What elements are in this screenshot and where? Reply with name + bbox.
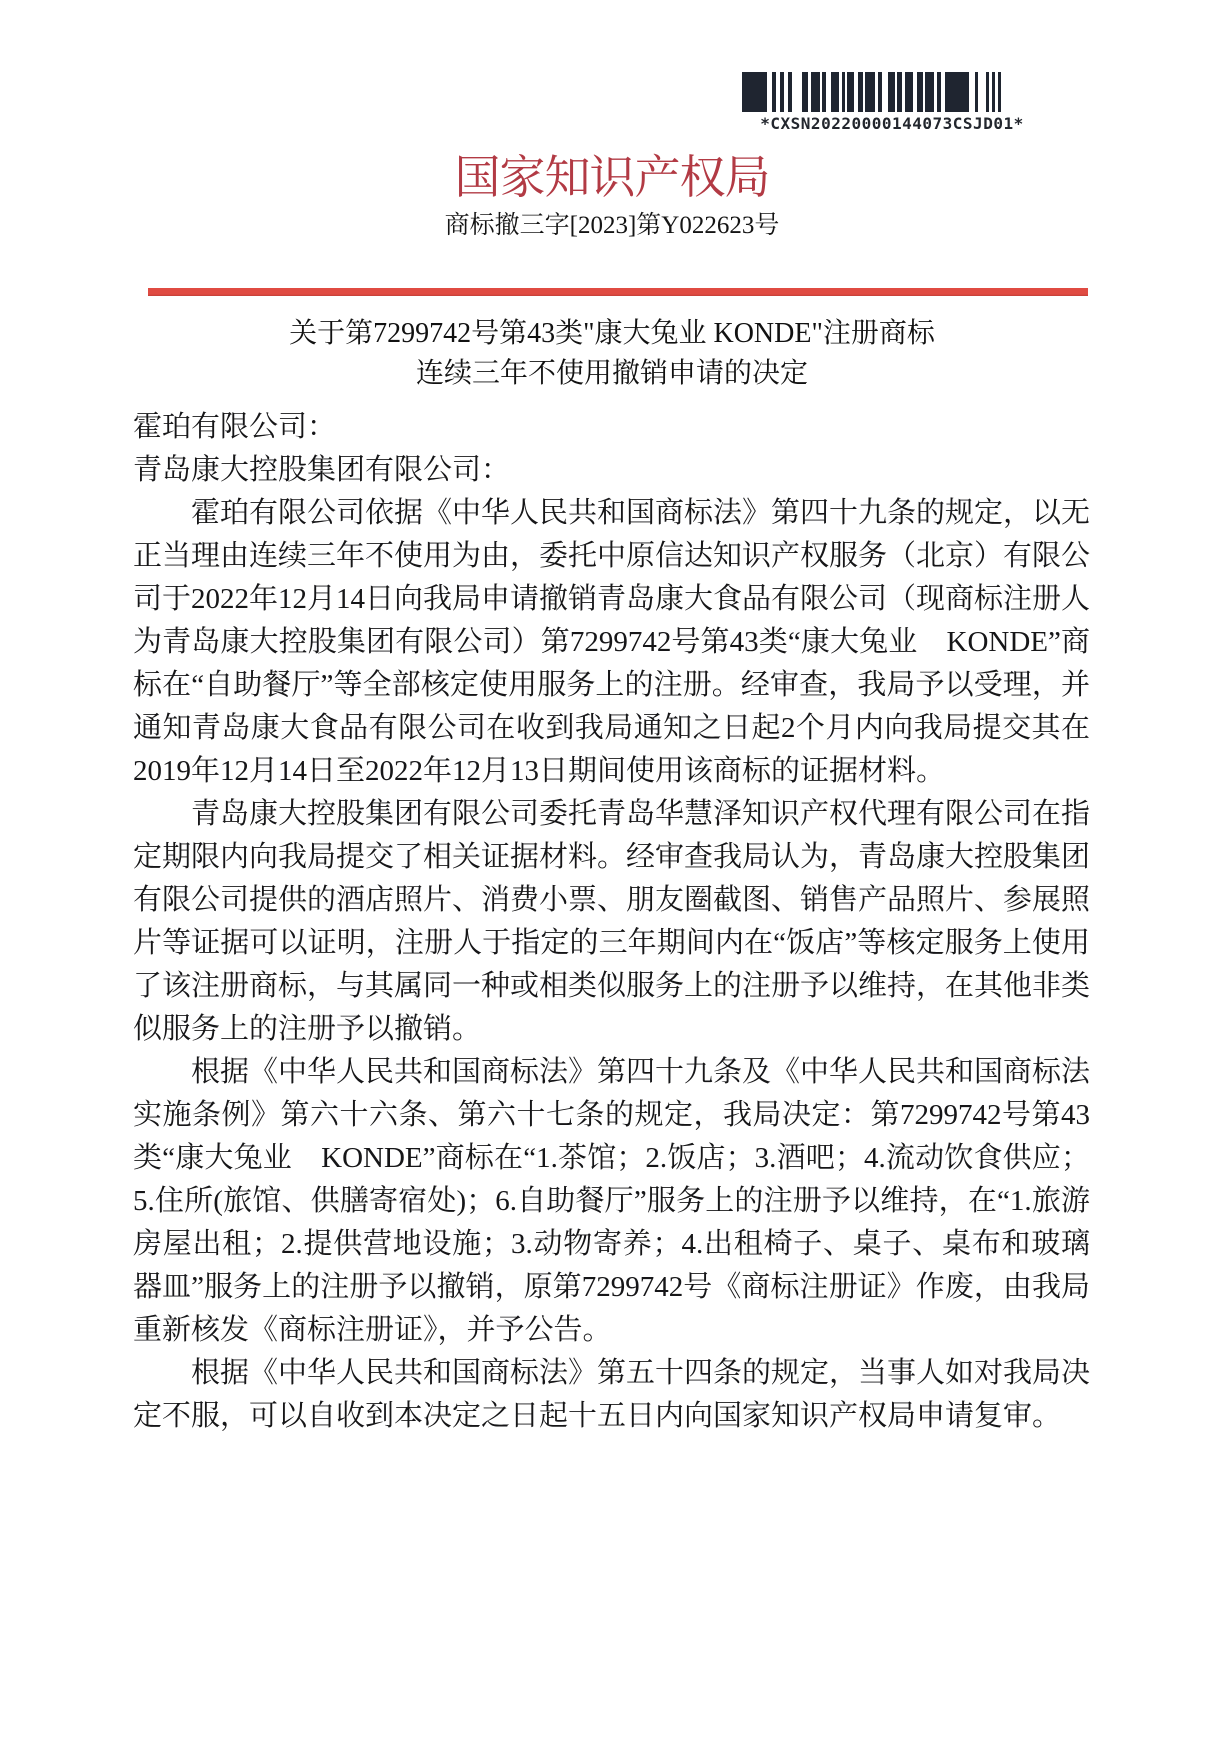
addressee-list	[133, 406, 1090, 492]
decision-title	[0, 314, 1224, 394]
barcode-bar	[945, 72, 969, 112]
paragraph-list	[133, 492, 1090, 1438]
barcode-bar	[831, 72, 839, 112]
barcode-bar	[905, 72, 913, 112]
barcode-bar	[998, 72, 1001, 112]
decision-title-line2: 连续三年不使用撤销申请的决定	[415, 358, 808, 389]
doc-number: 商标撤三字[2023]第Y022623号	[444, 212, 780, 239]
barcode-gap	[978, 72, 986, 112]
barcode-bar	[742, 72, 767, 112]
agency-title: 国家知识产权局	[454, 152, 770, 203]
decision-title-line1: 关于第7299742号第43类"康大兔业 KONDE"注册商标	[289, 318, 935, 349]
barcode-bar	[888, 72, 895, 112]
barcode-text: *CXSN20220000144073CSJD01*	[760, 114, 1024, 133]
barcode-bar	[865, 72, 875, 112]
addressee: 霍珀有限公司：	[133, 411, 337, 443]
body-paragraph: 霍珀有限公司依据《中华人民共和国商标法》第四十九条的规定，以无正当理由连续三年不使用为由，委托中原信达知识产权服务（北京）有限公司于2022年12月14日向我局申请撤销青岛康大食品有限公司（现商标注册人为青岛康大控股集团有限公司）第7299742号第43类“康大兔业 KONDE”商标在“自助餐厅”等全部核定使用服务上的注册。经审查，我局予以受理，并通知青岛康大食品有限公司在收到我局通知之日起2个月内向我局提交其在2019年12月14日至2022年12月13日期间使用该商标的证据材料。	[133, 497, 1091, 787]
body-paragraph: 根据《中华人民共和国商标法》第五十四条的规定，当事人如对我局决定不服，可以自收到本决定之日起十五日内向国家知识产权局申请复审。	[133, 1357, 1091, 1432]
barcode-bar	[811, 72, 820, 112]
barcode	[742, 72, 1042, 133]
document-body	[133, 406, 1090, 1438]
barcode-bar	[847, 72, 854, 112]
body-paragraph: 青岛康大控股集团有限公司委托青岛华慧泽知识产权代理有限公司在指定期限内向我局提交了相关证据材料。经审查我局认为，青岛康大控股集团有限公司提供的酒店照片、消费小票、朋友圈截图、销售产品照片、参展照片等证据可以证明，注册人于指定的三年期间内在“饭店”等核定服务上使用了该注册商标，与其属同一种或相类似服务上的注册予以维持，在其他非类似服务上的注册予以撤销。	[133, 798, 1091, 1045]
barcode-gap	[792, 72, 802, 112]
red-rule-divider	[148, 288, 1088, 296]
body-paragraph: 根据《中华人民共和国商标法》第四十九条及《中华人民共和国商标法实施条例》第六十六条、第六十七条的规定，我局决定：第7299742号第43类“康大兔业 KONDE”商标在“1.茶馆；2.饭店；3.酒吧；4.流动饮食供应；5.住所(旅馆、供膳寄宿处)；6.自助餐厅”服务上的注册予以维持，在“1.旅游房屋出租；2.提供营地设施；3.动物寄养；4.出租椅子、桌子、桌布和玻璃器皿”服务上的注册予以撤销，原第7299742号《商标注册证》作废，由我局重新核发《商标注册证》，并予公告。	[133, 1056, 1091, 1346]
addressee: 青岛康大控股集团有限公司：	[133, 454, 511, 486]
barcode-bars	[742, 72, 1042, 112]
barcode-bar	[925, 72, 934, 112]
